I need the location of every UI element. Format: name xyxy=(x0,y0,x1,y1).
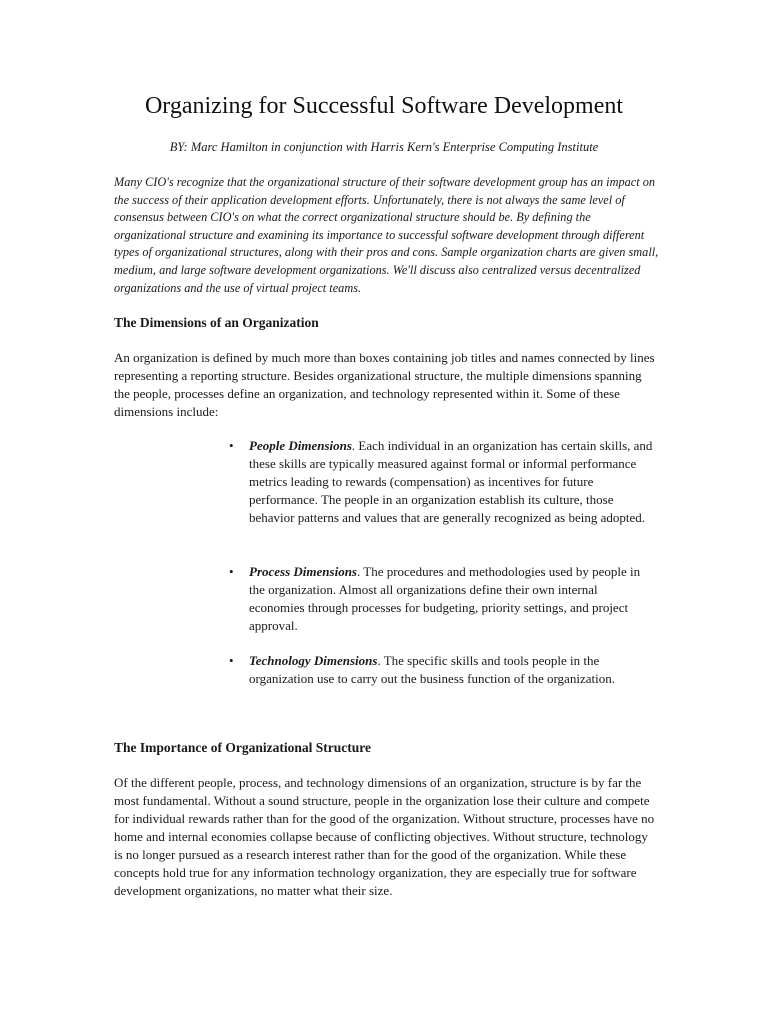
abstract-paragraph: Many CIO's recognize that the organizational structure of their software development group has an impact on the success of their application development efforts. Unfortunately, there is not always the same level of consensus between CIO's on what the correct organizational structure should be. By defining the organizational structure and examining its importance to successful software development through different types of organizational structures, along with their pros and cons. Sample organization charts are given small, medium, and large software development organizations. We'll discuss also centralized versus decentralized organizations and the use of virtual project teams. xyxy=(114,175,659,295)
bullet-text xyxy=(249,652,655,688)
bullet-marker: • xyxy=(229,438,234,453)
document-title: Organizing for Successful Software Development xyxy=(144,93,624,119)
section-heading-structure: The Importance of Organizational Structure xyxy=(114,740,371,755)
section-heading-dimensions: The Dimensions of an Organization xyxy=(114,315,319,330)
bullet-description: . The procedures and methodologies used by people in the organization. Almost all organizations define their own internal economies through processes for budgeting, priority settings, and project approval. xyxy=(249,564,641,633)
bullet-description: . Each individual in an organization has certain skills, and these skills are typically measured against formal or informal performance metrics leading to rewards (compensation) as incentives for future performance. The people in an organization establish its culture, those behavior patterns and values that are generally recognized as being adopted. xyxy=(249,438,653,525)
bullet-description: . The specific skills and tools people in the organization use to carry out the business function of the organization. xyxy=(249,653,615,686)
bullet-marker: • xyxy=(229,564,234,579)
bullet-term: People Dimensions xyxy=(249,438,352,453)
bullet-text xyxy=(249,563,655,635)
bullet-marker: • xyxy=(229,653,234,668)
bullet-term: Process Dimensions xyxy=(249,564,357,579)
section-paragraph-structure: Of the different people, process, and technology dimensions of an organization, structure is by far the most fundamental. Without a sound structure, people in the organization lose their culture and compete for individual rewards rather than for the good of the organization. Without structure, processes have no home and internal economies collapse because of conflicting objectives. Without structure, technology is no longer pursued as a research interest rather than for the good of the organization. While these concepts hold true for any information technology organization, they are especially true for software development organizations, no matter what their size. xyxy=(114,775,655,898)
author-byline: BY: Marc Hamilton in conjunction with Harris Kern's Enterprise Computing Institute xyxy=(169,140,599,154)
bullet-term: Technology Dimensions xyxy=(249,653,378,668)
bullet-text xyxy=(249,437,655,527)
section-paragraph-dimensions: An organization is defined by much more than boxes containing job titles and names connected by lines representing a reporting structure. Besides organizational structure, the multiple dimensions spanning the people, processes define an organization, and technology represented within it. Some of these dimensions include: xyxy=(114,350,655,419)
